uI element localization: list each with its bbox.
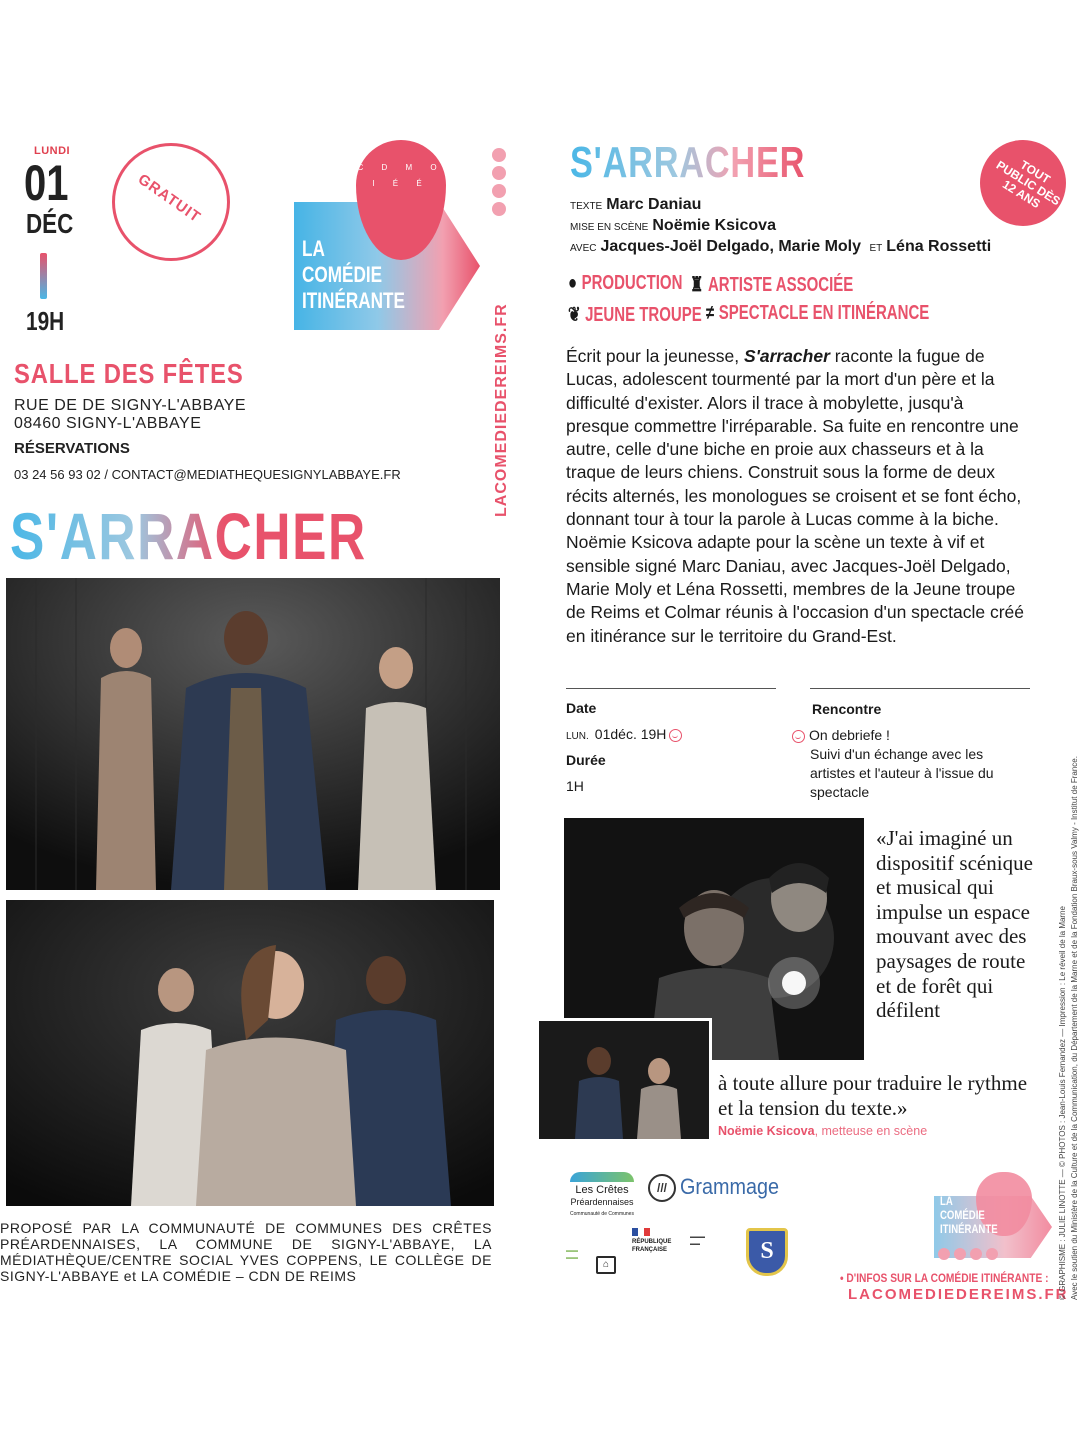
quote-part-2: à toute allure pour traduire le rythme et la tension du texte.» <box>718 1071 1028 1120</box>
mediatheque-logo: ▬▬ ▬▬ <box>566 1248 578 1261</box>
lightning-icon: ≠ <box>706 302 715 324</box>
credit-direction <box>570 217 776 235</box>
divider-left <box>566 688 776 689</box>
side-credit-2: Avec le soutien du Ministère de la Culture et de la Communication, du Département de la Marne et de la Fondation Braux-sous Valmy - Institut de France. <box>1070 756 1079 1300</box>
tag-production-label: PRODUCTION <box>581 272 683 294</box>
divider-right <box>810 688 1030 689</box>
logo-small-text <box>940 1194 998 1236</box>
logo-line-2: COMÉDIE <box>302 262 383 287</box>
logo-text <box>302 236 405 314</box>
right-show-title: S'ARRACHER <box>570 138 806 187</box>
shield-logo: S <box>746 1228 788 1276</box>
tag-itinerance-label: SPECTACLE EN ITINÉRANCE <box>718 302 930 324</box>
time-divider-bar <box>40 253 47 299</box>
date-day: LUN. <box>566 731 589 742</box>
cast-photo-1 <box>6 578 500 890</box>
college-logo: ▬▬▬ ▬▬ <box>690 1234 705 1247</box>
french-flag-icon <box>632 1228 650 1236</box>
description-title-italic: S'arracher <box>744 346 830 366</box>
quote-part-1: «J'ai imaginé un dispositif scénique et musical qui impulse un espace mouvant avec des paysages de route et de forêt qui défilent <box>876 826 1033 1023</box>
credit-cast <box>570 238 991 256</box>
age-badge <box>980 140 1066 226</box>
tag-production <box>568 272 682 295</box>
date-value <box>566 726 682 742</box>
quote-signature <box>718 1124 927 1138</box>
meeting-info <box>810 726 1020 802</box>
show-title: S'ARRACHER <box>10 499 367 573</box>
credit-text <box>570 196 701 214</box>
show-description <box>566 345 1028 648</box>
rf-text: RÉPUBLIQUE FRANÇAISE <box>632 1239 672 1253</box>
grammage-icon: /// <box>648 1174 676 1202</box>
cretes-line-3: Communauté de Communes <box>570 1211 634 1217</box>
tag-troupe <box>568 302 702 327</box>
republique-francaise-logo <box>632 1228 684 1254</box>
free-stamp-text: GRATUIT <box>134 170 204 227</box>
credit-direction-name: Noëmie Ksicova <box>652 217 776 234</box>
credit-text-label: TEXTE <box>570 201 603 212</box>
credit-cast-last: Léna Rossetti <box>886 238 992 255</box>
tag-artist <box>690 272 853 297</box>
credit-cast-label: AVEC <box>570 243 597 254</box>
date-time: 01déc. 19H <box>594 726 667 742</box>
website-link[interactable]: LACOMEDIEDEREIMS.FR <box>493 303 510 517</box>
tag-troupe-label: JEUNE TROUPE <box>585 304 702 326</box>
side-credit-1: © GRAPHISME : JULIE LINOTTE — © PHOTOS : Jean-Louis Fernandez — Impression : Le réveil de la Marne <box>1058 906 1067 1300</box>
credit-cast-and: ET <box>869 243 883 254</box>
venue-name: SALLE DES FÊTES <box>14 358 244 389</box>
duration-label: Durée <box>566 752 606 768</box>
side-credits <box>1040 420 1079 1300</box>
free-stamp <box>112 143 230 261</box>
reservations-contact[interactable]: 03 24 56 93 02 / CONTACT@MEDIATHEQUESIGNYLABBAYE.FR <box>14 467 401 482</box>
tag-artist-label: ARTISTE ASSOCIÉE <box>707 274 854 296</box>
logo-pin-letters: C D M O I É É <box>357 163 445 188</box>
more-info-link[interactable]: LACOMEDIEDEREIMS.FR <box>848 1286 1069 1303</box>
description-start: Écrit pour la jeunesse, <box>566 346 745 366</box>
reservations-label: RÉSERVATIONS <box>14 440 130 457</box>
quote-author: Noëmie Ksicova <box>718 1124 815 1138</box>
description-rest: raconte la fugue de Lucas, adolescent tourmenté par la mort d'un père et la difficulté d'exister. Alors il trace à mobylette, jusqu'à presque commettre l'irréparable. Sa fuite en rencontre une autre, celle d'une biche en proie aux chasseurs et à la traque de leurs chiens. Construit sous la forme de deux récits alternés, les monologues se croisent et se font écho, donnant tour à tour la parole à Lucas comme à la biche. Noëmie Ksicova adapte pour la scène un texte à vif et sensible signé Marc Daniau, avec Jacques-Joël Delgado, Marie Moly et Léna Rossetti, membres de la Jeune troupe de Reims et Colmar réunis à l'occasion d'un spectacle créé en itinérance sur le territoire du Grand-Est. <box>566 346 1025 646</box>
logo-line-3: ITINÉRANTE <box>302 288 405 313</box>
cretes-line-1: Les Crêtes <box>575 1184 629 1196</box>
logo-line-1: LA <box>302 236 325 261</box>
address-line-2: 08460 SIGNY-L'ABBAYE <box>14 415 202 432</box>
credit-text-author: Marc Daniau <box>606 196 702 213</box>
duration-value: 1H <box>566 778 584 794</box>
tag-itinerance <box>706 302 929 325</box>
day-label: LUNDI <box>34 145 71 157</box>
pin-icon: ● <box>568 272 578 294</box>
house-icon: ⌂ <box>596 1256 616 1274</box>
cretes-line-2: Préardennaises <box>570 1197 634 1207</box>
quote-role: , metteuse en scène <box>814 1124 928 1138</box>
person-icon: ♜ <box>690 274 704 296</box>
grammage-logo: Grammage <box>680 1174 780 1199</box>
meeting-title: On debriefe ! <box>809 727 890 743</box>
more-info-label: • D'INFOS SUR LA COMÉDIE ITINÉRANTE : <box>840 1271 1049 1285</box>
smiley-icon <box>792 730 805 743</box>
logo-dots-icon <box>492 148 510 220</box>
month-label: DÉC <box>26 208 74 239</box>
logo-dots-icon <box>938 1247 1002 1265</box>
vertical-website <box>490 138 512 517</box>
leaf-icon: ❦ <box>568 304 581 326</box>
age-badge-text: TOUT PUBLIC DÈS 12 ANS <box>993 157 1063 212</box>
meeting-label: Rencontre <box>812 701 882 717</box>
partner-cretes-logo <box>566 1172 638 1220</box>
left-flyer-panel <box>0 118 528 1318</box>
smiley-icon <box>669 729 682 742</box>
logo-small-line-2: COMÉDIE <box>940 1208 985 1222</box>
address-line-1: RUE DE DE SIGNY-L'ABBAYE <box>14 397 247 414</box>
cast-photo-2 <box>6 900 494 1206</box>
logo-small-line-1: LA <box>940 1194 953 1208</box>
show-time: 19H <box>26 306 65 336</box>
day-number: 01 <box>24 155 69 211</box>
credit-direction-label: MISE EN SCÈNE <box>570 222 649 233</box>
meeting-text: Suivi d'un échange avec les artistes et l'auteur à l'issue du spectacle <box>810 746 994 800</box>
logo-small-line-3: ITINÉRANTE <box>940 1222 998 1236</box>
credit-cast-names: Jacques-Joël Delgado, Marie Moly <box>600 238 862 255</box>
cretes-arc-icon <box>570 1172 634 1182</box>
date-label: Date <box>566 700 597 716</box>
organizers-text: PROPOSÉ PAR LA COMMUNAUTÉ DE COMMUNES DES CRÊTES PRÉARDENNAISES, LA COMMUNE DE SIGNY-L'ABBAYE, LA MÉDIATHÈQUE/CENTRE SOCIAL YVES COPPENS, LE COLLÈGE DE SIGNY-L'ABBAYE et LA COMÉDIE – CDN DE REIMS <box>0 1220 492 1284</box>
stage-photo-small <box>536 1018 712 1142</box>
